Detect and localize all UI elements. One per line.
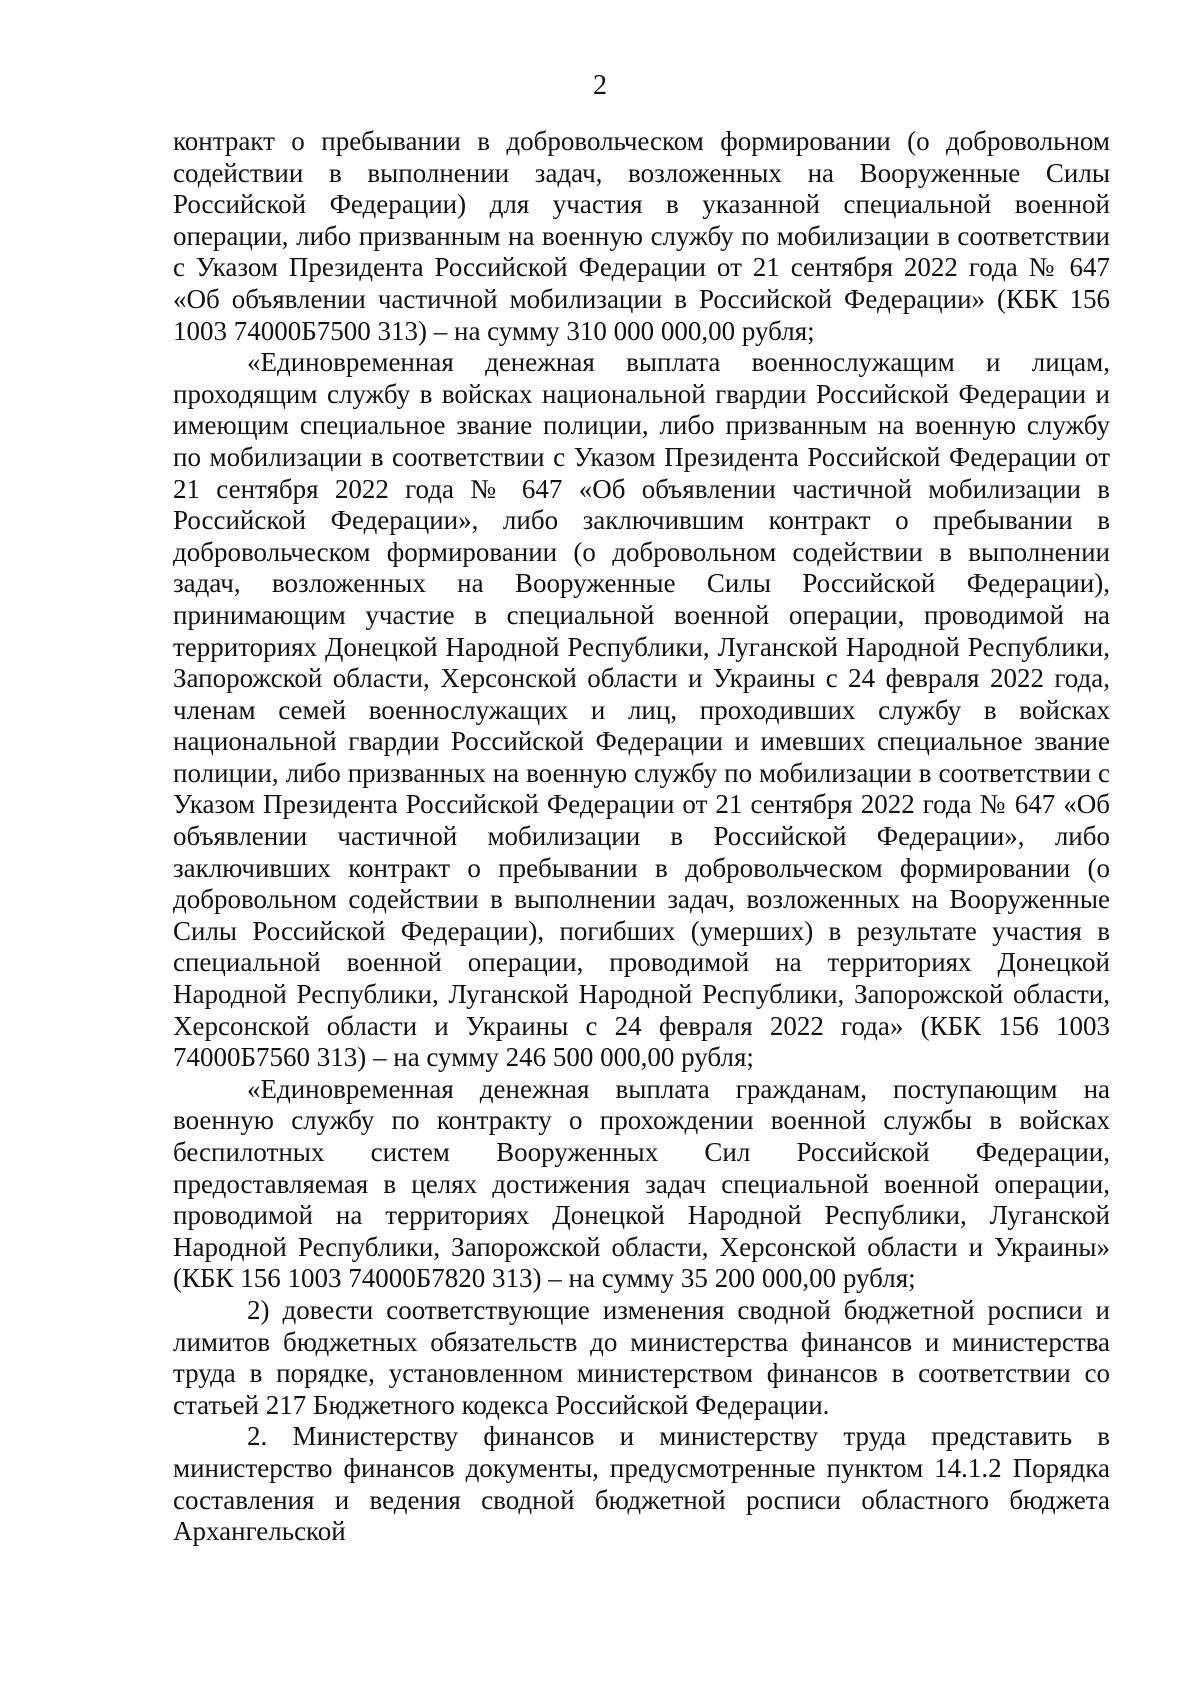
page-number: 2 bbox=[593, 70, 607, 101]
paragraph-point-2: 2. Министерству финансов и министерству труда представить в министерство финансов документы, предусмотренные пунктом 14.1.2 Порядка составления и ведения сводной бюджетной росписи областного бюджета Архангельской bbox=[173, 1421, 1110, 1547]
document-body bbox=[173, 126, 1110, 1548]
paragraph-continuation: контракт о пребывании в добровольческом формировании (о добровольном содействии в выполнении задач, возложенных на Вооруженные Силы Российской Федерации) для участия в указанной специальной военной операции, либо призванным на военную службу по мобилизации в соответствии с Указом Президента Российской Федерации от 21 сентября 2022 года № 647 «Об объявлении частичной мобилизации в Российской Федерации» (КБК 156 1003 74000Б7500 313) – на сумму 310 000 000,00 рубля; bbox=[173, 126, 1110, 346]
paragraph-item-2: 2) довести соответствующие изменения сводной бюджетной росписи и лимитов бюджетных обязательств до министерства финансов и министерства труда в порядке, установленном министерством финансов в соответствии со статьей 217 Бюджетного кодекса Российской Федерации. bbox=[173, 1294, 1110, 1420]
paragraph-payment-unmanned-systems: «Единовременная денежная выплата гражданам, поступающим на военную службу по контракту о прохождении военной службы в войсках беспилотных систем Вооруженных Сил Российской Федерации, предоставляемая в целях достижения задач специальной военной операции, проводимой на территориях Донецкой Народной Республики, Луганской Народной Республики, Запорожской области, Херсонской области и Украины» (КБК 156 1003 74000Б7820 313) – на сумму 35 200 000,00 рубля; bbox=[173, 1073, 1110, 1294]
paragraph-payment-military-guard: «Единовременная денежная выплата военнослужащим и лицам, проходящим службу в войсках национальной гвардии Российской Федерации и имеющим специальное звание полиции, либо призванным на военную службу по мобилизации в соответствии с Указом Президента Российской Федерации от 21 сентября 2022 года № 647 «Об объявлении частичной мобилизации в Российской Федерации», либо заключившим контракт о пребывании в добровольческом формировании (о добровольном содействии в выполнении задач, возложенных на Вооруженные Силы Российской Федерации), принимающим участие в специальной военной операции, проводимой на территориях Донецкой Народной Республики, Луганской Народной Республики, Запорожской области, Херсонской области и Украины с 24 февраля 2022 года, членам семей военнослужащих и лиц, проходивших службу в войсках национальной гвардии Российской Федерации и имевших специальное звание полиции, либо призванных на военную службу по мобилизации в соответствии с Указом Президента Российской Федерации от 21 сентября 2022 года № 647 «Об объявлении частичной мобилизации в Российской Федерации», либо заключивших контракт о пребывании в добровольческом формировании (о добровольном содействии в выполнении задач, возложенных на Вооруженные Силы Российской Федерации), погибших (умерших) в результате участия в специальной военной операции, проводимой на территориях Донецкой Народной Республики, Луганской Народной Республики, Запорожской области, Херсонской области и Украины с 24 февраля 2022 года» (КБК 156 1003 74000Б7560 313) – на сумму 246 500 000,00 рубля; bbox=[173, 347, 1110, 1073]
